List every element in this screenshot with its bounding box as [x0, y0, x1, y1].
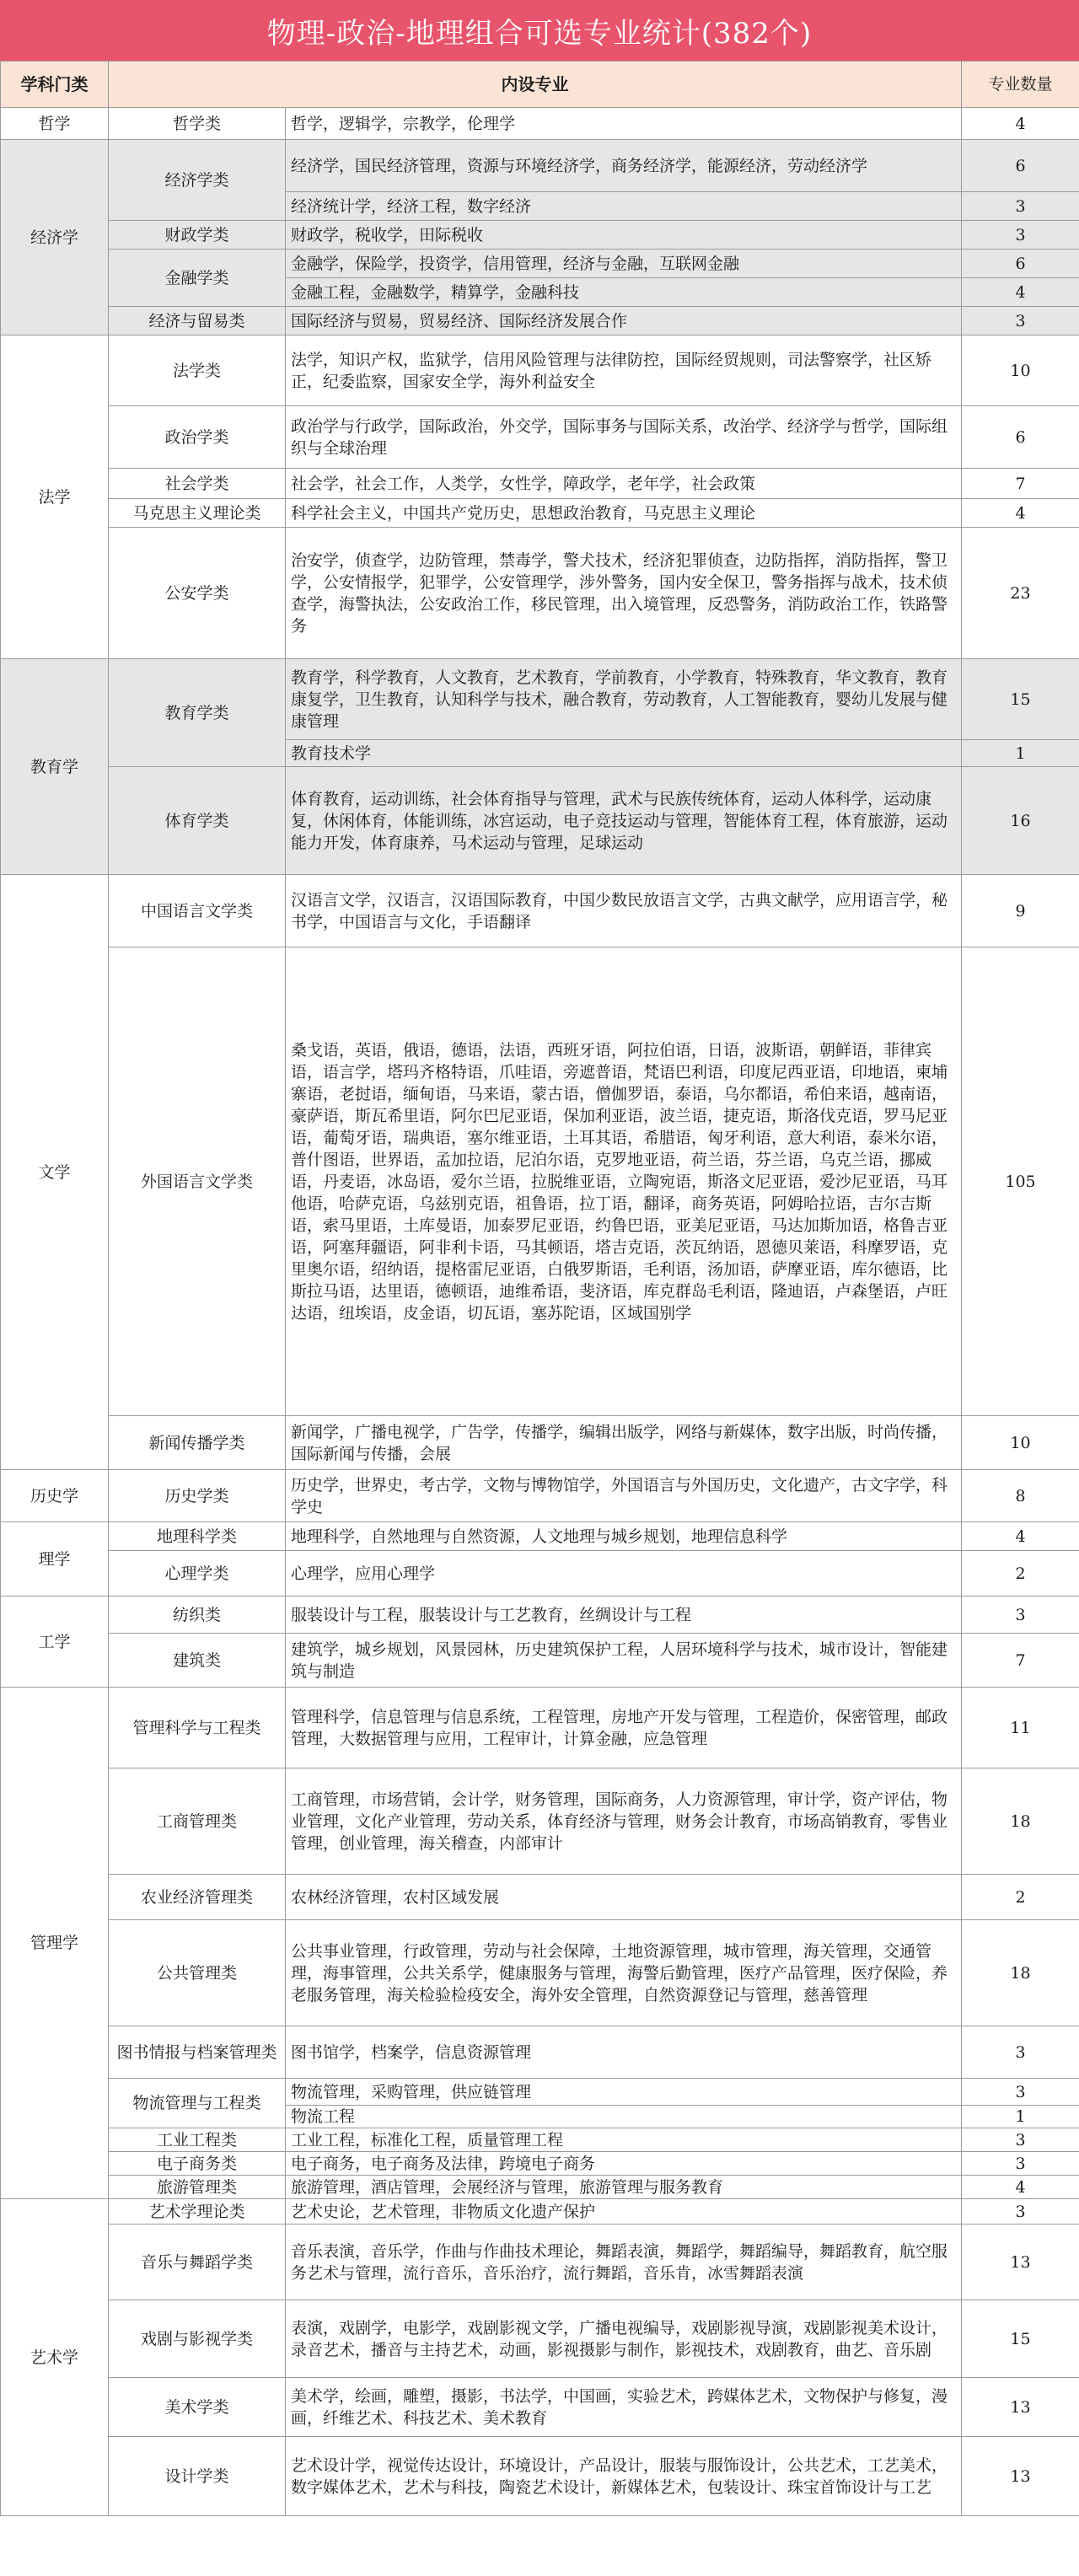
- subcategory-cell: 外国语言文学类: [109, 947, 286, 1416]
- count-cell: 7: [962, 1634, 1079, 1688]
- count-cell: 8: [962, 1470, 1079, 1522]
- subcategory-cell: 公安学类: [109, 528, 286, 659]
- table-row: [1, 469, 1079, 499]
- count-cell: 3: [962, 307, 1079, 335]
- subcategory-cell: 旅游管理类: [109, 2176, 286, 2199]
- count-cell: 10: [962, 1416, 1079, 1470]
- page-title: 物理-政治-地理组合可选专业统计(382个): [0, 0, 1079, 61]
- subcategory-cell: 音乐与舞蹈学类: [109, 2224, 286, 2300]
- count-cell: 4: [962, 2176, 1079, 2199]
- table-body: [1, 108, 1079, 2516]
- count-cell: 3: [962, 2199, 1079, 2224]
- majors-cell: 教育技术学: [286, 740, 962, 767]
- majors-cell: 体育教育，运动训练，社会体育指导与管理，武术与民族传统体育，运动人体科学，运动康复，休闲体育，体能训练，冰宫运动，电子竞技运动与管理，智能体育工程，体育旅游，运动能力开发，体育康养，马术运动与管理，足球运动: [286, 767, 962, 875]
- count-cell: 23: [962, 528, 1079, 659]
- category-cell: 经济学: [1, 140, 109, 335]
- count-cell: 15: [962, 2300, 1079, 2378]
- category-cell: 教育学: [1, 659, 109, 875]
- subcategory-cell: 图书情报与档案管理类: [109, 2026, 286, 2079]
- majors-cell: 旅游管理，酒店管理，会展经济与管理，旅游管理与服务教育: [286, 2176, 962, 2199]
- subcategory-cell: 物流管理与工程类: [109, 2079, 286, 2128]
- majors-cell: 图书馆学，档案学，信息资源管理: [286, 2026, 962, 2079]
- count-cell: 13: [962, 2437, 1079, 2516]
- table-row: [1, 2128, 1079, 2152]
- header-category: 学科门类: [1, 62, 109, 108]
- category-cell: 哲学: [1, 108, 109, 140]
- table-row: [1, 659, 1079, 740]
- subcategory-cell: 中国语言文学类: [109, 875, 286, 947]
- subcategory-cell: 马克思主义理论类: [109, 499, 286, 528]
- table-row: [1, 2437, 1079, 2516]
- count-cell: 3: [962, 1597, 1079, 1634]
- majors-table: [0, 61, 1079, 2516]
- majors-cell: 金融工程，金融数学，精算学，金融科技: [286, 278, 962, 307]
- majors-cell: 社会学，社会工作，人类学，女性学，障政学，老年学，社会政策: [286, 469, 962, 499]
- subcategory-cell: 工业工程类: [109, 2128, 286, 2152]
- table-row: [1, 1634, 1079, 1688]
- majors-cell: 地理科学，自然地理与自然资源，人文地理与城乡规划，地理信息科学: [286, 1522, 962, 1551]
- subcategory-cell: 教育学类: [109, 659, 286, 767]
- majors-cell: 经济学，国民经济管理，资源与环境经济学，商务经济学，能源经济，劳动经济学: [286, 140, 962, 192]
- count-cell: 13: [962, 2224, 1079, 2300]
- subcategory-cell: 农业经济管理类: [109, 1875, 286, 1920]
- majors-cell: 工业工程，标准化工程，质量管理工程: [286, 2128, 962, 2152]
- category-cell: 工学: [1, 1597, 109, 1688]
- count-cell: 4: [962, 108, 1079, 140]
- count-cell: 16: [962, 767, 1079, 875]
- majors-cell: 服装设计与工程，服装设计与工艺教育，丝绸设计与工程: [286, 1597, 962, 1634]
- count-cell: 15: [962, 659, 1079, 740]
- subcategory-cell: 电子商务类: [109, 2152, 286, 2176]
- subcategory-cell: 新闻传播学类: [109, 1416, 286, 1470]
- majors-cell: 哲学，逻辑学，宗教学，伦理学: [286, 108, 962, 140]
- category-cell: 管理学: [1, 1688, 109, 2199]
- subcategory-cell: 戏剧与影视学类: [109, 2300, 286, 2378]
- category-cell: 文学: [1, 875, 109, 1470]
- majors-cell: 工商管理，市场营销，会计学，财务管理，国际商务，人力资源管理，审计学，资产评估，物业管理，文化产业管理，劳动关系，体育经济与管理，财务会计教育，市场高销教育，零售业管理，创业管理，海关稽查，内部审计: [286, 1768, 962, 1875]
- table-row: [1, 1470, 1079, 1522]
- count-cell: 2: [962, 1875, 1079, 1920]
- count-cell: 18: [962, 1768, 1079, 1875]
- majors-cell: 科学社会主义，中国共产党历史，思想政治教育，马克思主义理论: [286, 499, 962, 528]
- subcategory-cell: 历史学类: [109, 1470, 286, 1522]
- count-cell: 3: [962, 2152, 1079, 2176]
- count-cell: 1: [962, 740, 1079, 767]
- majors-cell: 表演，戏剧学，电影学，戏剧影视文学，广播电视编导，戏剧影视导演，戏剧影视美术设计，录音艺术，播音与主持艺术，动画，影视摄影与制作，影视技术，戏剧教育，曲艺、音乐剧: [286, 2300, 962, 2378]
- count-cell: 4: [962, 278, 1079, 307]
- count-cell: 11: [962, 1688, 1079, 1768]
- table-row: [1, 108, 1079, 140]
- table-row: [1, 767, 1079, 875]
- count-cell: 10: [962, 335, 1079, 406]
- category-cell: 历史学: [1, 1470, 109, 1522]
- table-row: [1, 406, 1079, 469]
- count-cell: 2: [962, 1551, 1079, 1597]
- count-cell: 1: [962, 2106, 1079, 2128]
- subcategory-cell: 体育学类: [109, 767, 286, 875]
- count-cell: 13: [962, 2378, 1079, 2437]
- category-cell: 法学: [1, 335, 109, 659]
- majors-cell: 艺术史论，艺术管理，非物质文化遗产保护: [286, 2199, 962, 2224]
- majors-cell: 音乐表演，音乐学，作曲与作曲技术理论，舞蹈表演，舞蹈学，舞蹈编导，舞蹈教育，航空服务艺术与管理，流行音乐，音乐治疗，流行舞蹈，音乐肯，冰雪舞蹈表演: [286, 2224, 962, 2300]
- majors-cell: 金融学，保险学，投资学，信用管理，经济与金融，互联网金融: [286, 250, 962, 278]
- table-row: [1, 2176, 1079, 2199]
- subcategory-cell: 金融学类: [109, 250, 286, 307]
- majors-cell: 汉语言文学，汉语言，汉语国际教育，中国少数民放语言文学，古典文献学，应用语言学，秘书学，中国语言与文化，手语翻译: [286, 875, 962, 947]
- count-cell: 4: [962, 499, 1079, 528]
- count-cell: 9: [962, 875, 1079, 947]
- table-row: [1, 1416, 1079, 1470]
- subcategory-cell: 工商管理类: [109, 1768, 286, 1875]
- count-cell: 105: [962, 947, 1079, 1416]
- subcategory-cell: 公共管理类: [109, 1920, 286, 2026]
- subcategory-cell: 管理科学与工程类: [109, 1688, 286, 1768]
- majors-cell: 公共事业管理，行政管理，劳动与社会保障，土地资源管理，城市管理，海关管理，交通管理，海事管理，公共关系学，健康服务与管理，海警后勤管理，医疗产品管理，医疗保险，养老服务管理，海关检验检疫安全，海外安全管理，自然资源登记与管理，慈善管理: [286, 1920, 962, 2026]
- category-cell: 艺术学: [1, 2199, 109, 2516]
- subcategory-cell: 哲学类: [109, 108, 286, 140]
- majors-cell: 心理学，应用心理学: [286, 1551, 962, 1597]
- table-row: [1, 250, 1079, 278]
- table-row: [1, 2300, 1079, 2378]
- category-cell: 理学: [1, 1522, 109, 1597]
- subcategory-cell: 政治学类: [109, 406, 286, 469]
- table-row: [1, 2199, 1079, 2224]
- header-majors: 内设专业: [109, 62, 962, 108]
- majors-cell: 美术学，绘画，雕塑，摄影，书法学，中国画，实验艺术，跨媒体艺术，文物保护与修复，漫画，纤维艺术、科技艺术、美术教育: [286, 2378, 962, 2437]
- table-row: [1, 335, 1079, 406]
- majors-cell: 管理科学，信息管理与信息系统，工程管理，房地产开发与管理，工程造价，保密管理，邮政管理，大数据管理与应用，工程审计，计算金融，应急管理: [286, 1688, 962, 1768]
- majors-cell: 艺术设计学，视觉传达设计，环境设计，产品设计，服装与服饰设计，公共艺术，工艺美术，数字媒体艺术，艺术与科技，陶瓷艺术设计，新媒体艺术，包装设计、珠宝首饰设计与工艺: [286, 2437, 962, 2516]
- majors-cell: 建筑学，城乡规划，风景园林，历史建筑保护工程，人居环境科学与技术，城市设计，智能建筑与制造: [286, 1634, 962, 1688]
- table-row: [1, 1597, 1079, 1634]
- subcategory-cell: 艺术学理论类: [109, 2199, 286, 2224]
- count-cell: 6: [962, 250, 1079, 278]
- majors-cell: 物流管理，采购管理，供应链管理: [286, 2079, 962, 2106]
- majors-cell: 物流工程: [286, 2106, 962, 2128]
- count-cell: 3: [962, 2128, 1079, 2152]
- table-row: [1, 140, 1079, 192]
- table-header-row: [1, 62, 1079, 108]
- count-cell: 4: [962, 1522, 1079, 1551]
- majors-cell: 财政学，税收学，田际税收: [286, 221, 962, 250]
- subcategory-cell: 社会学类: [109, 469, 286, 499]
- majors-cell: 历史学，世界史，考古学，文物与博物馆学，外国语言与外国历史，文化遗产，古文字学，科学史: [286, 1470, 962, 1522]
- table-row: [1, 2026, 1079, 2079]
- majors-cell: 法学，知识产权，监狱学，信用风险管理与法律防控，国际经贸规则，司法警察学，社区矫正，纪委监察，国家安全学，海外利益安全: [286, 335, 962, 406]
- subcategory-cell: 纺织类: [109, 1597, 286, 1634]
- table-row: [1, 528, 1079, 659]
- subcategory-cell: 经济与留易类: [109, 307, 286, 335]
- table-row: [1, 1551, 1079, 1597]
- table-row: [1, 947, 1079, 1416]
- majors-cell: 经济统计学，经济工程，数字经济: [286, 192, 962, 221]
- table-row: [1, 875, 1079, 947]
- subcategory-cell: 美术学类: [109, 2378, 286, 2437]
- majors-cell: 新闻学，广播电视学，广告学，传播学，编辑出版学，网络与新媒体，数字出版，时尚传播，国际新闻与传播，会展: [286, 1416, 962, 1470]
- count-cell: 3: [962, 192, 1079, 221]
- header-count: 专业数量: [962, 62, 1079, 108]
- table-row: [1, 1688, 1079, 1768]
- majors-cell: 治安学，侦查学，边防管理，禁毒学，警犬技术，经济犯罪侦查，边防指挥，消防指挥，警卫学，公安情报学，犯罪学，公安管理学，涉外警务，国内安全保卫，警务指挥与战术，技术侦查学，海警执法，公安政治工作，移民管理，出入境管理，反恐警务，消防政治工作，铁路警务: [286, 528, 962, 659]
- count-cell: 6: [962, 140, 1079, 192]
- table-row: [1, 1875, 1079, 1920]
- subcategory-cell: 设计学类: [109, 2437, 286, 2516]
- table-row: [1, 2079, 1079, 2106]
- subcategory-cell: 建筑类: [109, 1634, 286, 1688]
- subcategory-cell: 地理科学类: [109, 1522, 286, 1551]
- table-row: [1, 2378, 1079, 2437]
- table-row: [1, 1768, 1079, 1875]
- table-row: [1, 221, 1079, 250]
- count-cell: 3: [962, 2079, 1079, 2106]
- count-cell: 7: [962, 469, 1079, 499]
- table-row: [1, 1522, 1079, 1551]
- majors-cell: 农林经济管理，农村区域发展: [286, 1875, 962, 1920]
- subcategory-cell: 经济学类: [109, 140, 286, 221]
- subcategory-cell: 财政学类: [109, 221, 286, 250]
- table-row: [1, 2224, 1079, 2300]
- table-row: [1, 2152, 1079, 2176]
- subcategory-cell: 法学类: [109, 335, 286, 406]
- count-cell: 6: [962, 406, 1079, 469]
- majors-cell: 电子商务，电子商务及法律，跨境电子商务: [286, 2152, 962, 2176]
- table-row: [1, 499, 1079, 528]
- table-row: [1, 307, 1079, 335]
- count-cell: 3: [962, 221, 1079, 250]
- majors-cell: 教育学，科学教育，人文教育，艺术教育，学前教育，小学教育，特殊教育，华文教育，教育康复学，卫生教育，认知科学与技术，融合教育，劳动教育，人工智能教育，婴幼儿发展与健康管理: [286, 659, 962, 740]
- count-cell: 3: [962, 2026, 1079, 2079]
- count-cell: 18: [962, 1920, 1079, 2026]
- majors-cell: 政治学与行政学，国际政治，外交学，国际事务与国际关系，改治学、经济学与哲学，国际组织与全球治理: [286, 406, 962, 469]
- table-row: [1, 1920, 1079, 2026]
- majors-cell: 桑戈语，英语，俄语，德语，法语，西班牙语，阿拉伯语，日语，波斯语，朝鲜语，菲律宾语，语言学，塔玛齐格特语，爪哇语，旁遮普语，梵语巴利语，印度尼西亚语，印地语，柬埔寨语，老挝语，缅甸语，马来语，蒙古语，僧伽罗语，泰语，乌尔都语，希伯来语，越南语，豪萨语，斯瓦希里语，阿尔巴尼亚语，保加利亚语，波兰语，捷克语，斯洛伐克语，罗马尼亚语，葡萄牙语，瑞典语，塞尔维亚语，土耳其语，希腊语，匈牙利语，意大利语，泰米尔语，普什图语，世界语，孟加拉语，尼泊尔语，克罗地亚语，荷兰语，芬兰语，乌克兰语，挪威语，丹麦语，冰岛语，爱尔兰语，拉脱维亚语，立陶宛语，斯洛文尼亚语，爱沙尼亚语，马耳他语，哈萨克语，乌兹别克语，祖鲁语，拉丁语，翻译，商务英语，阿姆哈拉语，吉尔吉斯语，索马里语，土库曼语，加泰罗尼亚语，约鲁巴语，亚美尼亚语，马达加斯加语，格鲁吉亚语，阿塞拜疆语，阿非利卡语，马其顿语，塔吉克语，茨瓦纳语，恩德贝莱语，科摩罗语，克里奥尔语，绍纳语，提格雷尼亚语，白俄罗斯语，毛利语，汤加语，萨摩亚语，库尔德语，比斯拉马语，达里语，德顿语，迪维希语，斐济语，库克群岛毛利语，隆迪语，卢森堡语，卢旺达语，纽埃语，皮金语，切瓦语，塞苏陀语，区域国别学: [286, 947, 962, 1416]
- majors-cell: 国际经济与贸易，贸易经济、国际经济发展合作: [286, 307, 962, 335]
- subcategory-cell: 心理学类: [109, 1551, 286, 1597]
